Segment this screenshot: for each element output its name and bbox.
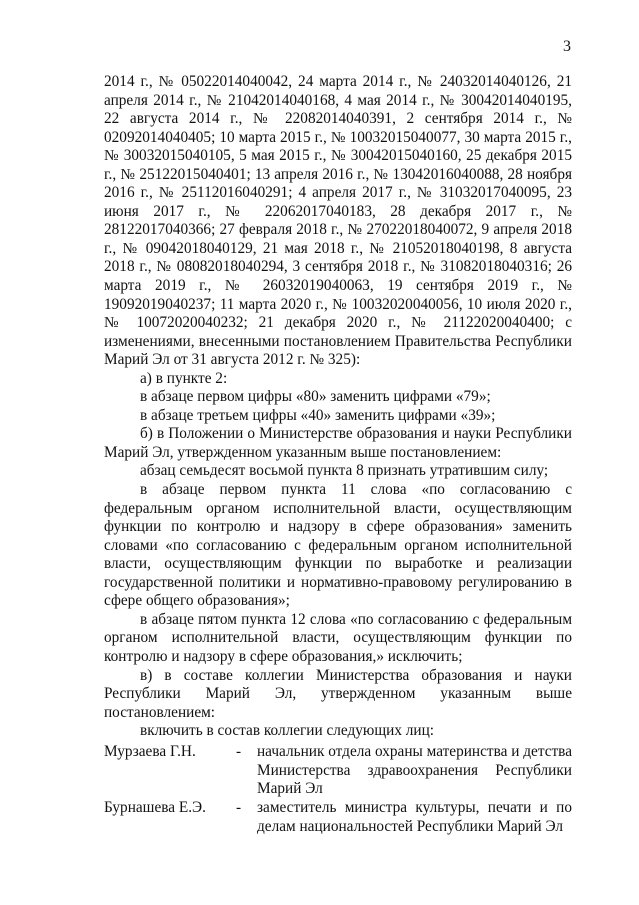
paragraph-item-a-1: в абзаце первом цифры «80» заменить цифрами «79»;: [140, 388, 491, 406]
member-dash: -: [236, 743, 242, 760]
paragraph-item-b-1: абзац семьдесят восьмой пункта 8 признать утратившим силу;: [140, 462, 549, 480]
paragraph-item-v-1: включить в состав коллегии следующих лиц:: [140, 722, 435, 740]
paragraph-item-a-2: в абзаце третьем цифры «40» заменить цифрами «39»;: [140, 406, 496, 424]
paragraph-amendment-list: 2014 г., № 05022014040042, 24 марта 2014 г., № 24032014040126, 21 апреля 2014 г., № 21042014040168, 4 мая 2014 г., № 30042014040195, 22 августа 2014 г., № 22082014040391, 2 сентября 2014 г., № 02092014040405; 10 марта 2015 г., № 10032015040077, 30 марта 2015 г., № 30032015040105, 5 мая 2015 г., № 30042015040160, 25 декабря 2015 г., № 25122015040401; 13 апреля 2016 г., № 13042016040088, 28 ноября 2016 г., № 25112016040291; 4 апреля 2017 г., № 31032017040095, 23 июня 2017 г., № 22062017040183, 28 декабря 2017 г., № 28122017040366; 27 февраля 2018 г., № 27022018040072, 9 апреля 2018 г., № 09042018040129, 21 мая 2018 г., № 21052018040198, 8 августа 2018 г., № 08082018040294, 3 сентября 2018 г., № 31082018040316; 26 марта 2019 г., № 26032019040063, 19 сентября 2019 г., № 19092019040237; 11 марта 2020 г., № 10032020040056, 10 июля 2020 г., № 10072020040232; 21 декабря 2020 г., № 21122020040400; с изменениями, внесенными постановлением Правительства Республики Марий Эл от 31 августа 2012 г. № 325):: [104, 73, 572, 369]
document-body: [104, 73, 572, 741]
paragraph-item-a: а) в пункте 2:: [140, 369, 228, 387]
page-number: 3: [563, 38, 571, 55]
member-role: начальник отдела охраны материнства и детства Министерства здравоохранения Республики Марий Эл: [257, 743, 572, 798]
paragraph-item-b-3: в абзаце пятом пункта 12 слова «по согласованию с федеральным органом исполнительной власти, осуществляющим функции по контролю и надзору в сфере образования,» исключить;: [104, 610, 572, 665]
paragraph-item-v: в) в составе коллегии Министерства образования и науки Республики Марий Эл, утвержденном указанным выше постановлением:: [104, 666, 572, 721]
paragraph-item-b-2: в абзаце первом пункта 11 слова «по согласованию с федеральным органом исполнительной власти, осуществляющим функции по контролю и надзору в сфере образования» заменить словами «по согласованию с федеральным органом исполнительной власти, осуществляющим функции по выработке и реализации государственной политики и нормативно-правовому регулированию в сфере общего образования»;: [104, 481, 572, 610]
member-name: Бурнашева Е.Э.: [104, 799, 206, 816]
member-role: заместитель министра культуры, печати и по делам национальностей Республики Марий Эл: [257, 799, 572, 835]
member-name: Мурзаева Г.Н.: [104, 743, 196, 760]
member-entry: [104, 799, 572, 855]
collegium-members-list: [104, 743, 572, 855]
member-dash: -: [236, 799, 242, 816]
paragraph-item-b: б) в Положении о Министерстве образования и науки Республики Марий Эл, утвержденном указанным выше постановлением:: [104, 425, 572, 461]
member-entry: [104, 743, 572, 799]
